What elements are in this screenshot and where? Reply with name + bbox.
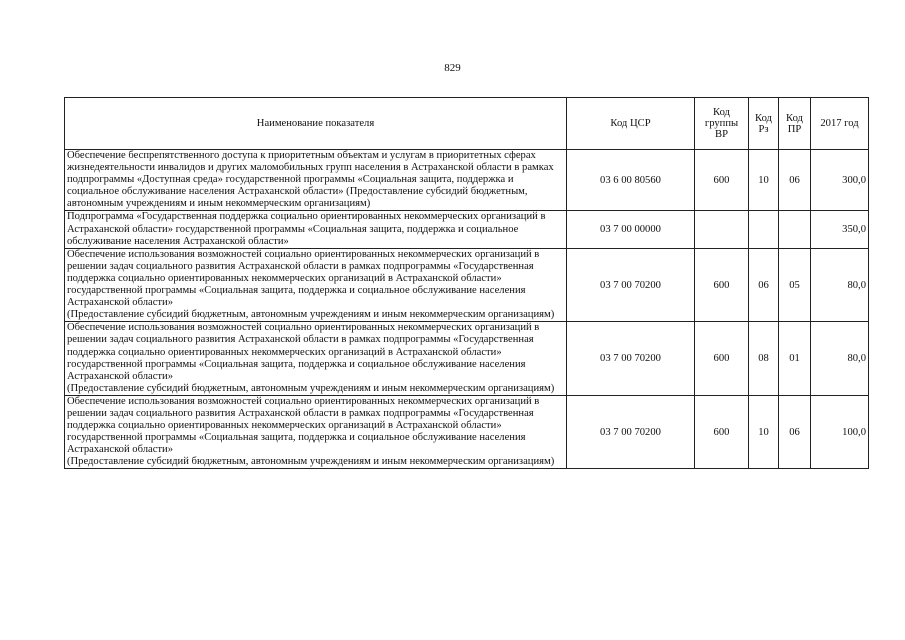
header-vr-line-1: Код — [713, 107, 730, 118]
row-name: Обеспечение использования возможностей социально ориентированных некоммерческих организаций в решении задач социального развития Астраханской области в рамках подпрограммы «Государственная поддержка социально ориентированных некоммерческих организаций в Астраханской области» государственной программы «Социальная защита, поддержка и социальное обслуживание населения Астраханской области» — [67, 395, 540, 456]
row-vr: 600 — [695, 150, 749, 211]
header-pr-line-1: Код — [786, 112, 803, 124]
row-rz: 06 — [749, 248, 779, 322]
header-vr-line-3: ВР — [715, 129, 728, 140]
table-row — [65, 322, 869, 396]
row-amount: 350,0 — [811, 211, 869, 248]
table-row — [65, 395, 869, 469]
row-note: (Предоставление субсидий бюджетным, автономным учреждениям и иным некоммерческим организациям) — [67, 309, 555, 321]
header-pr — [779, 98, 811, 150]
row-csr: 03 7 00 70200 — [567, 395, 695, 469]
table-row — [65, 211, 869, 248]
row-vr — [695, 211, 749, 248]
header-vr-line-2: группы — [704, 118, 739, 129]
row-name: Обеспечение использования возможностей социально ориентированных некоммерческих организаций в решении задач социального развития Астраханской области в рамках подпрограммы «Государственная поддержка социально ориентированных некоммерческих организаций в Астраханской области» государственной программы «Социальная защита, поддержка и социальное обслуживание населения Астраханской области» — [67, 322, 540, 382]
row-note: (Предоставление субсидий бюджетным, автономным учреждениям и иным некоммерческим организациям) — [67, 456, 555, 468]
budget-table — [64, 97, 869, 469]
row-csr: 03 7 00 00000 — [567, 211, 695, 248]
row-name: Обеспечение использования возможностей социально ориентированных некоммерческих организаций в решении задач социального развития Астраханской области в рамках подпрограммы «Государственная поддержка социально ориентированных некоммерческих организаций в Астраханской области» государственной программы «Социальная защита, поддержка и социальное обслуживание населения Астраханской области» — [67, 248, 540, 309]
row-vr: 600 — [695, 395, 749, 469]
row-pr: 06 — [779, 395, 811, 469]
row-name-cell — [65, 248, 567, 322]
row-rz: 10 — [749, 395, 779, 469]
header-rz — [749, 98, 779, 150]
header-name: Наименование показателя — [65, 98, 567, 150]
page-number: 829 — [444, 62, 461, 74]
row-amount: 80,0 — [811, 248, 869, 322]
row-amount: 300,0 — [811, 150, 869, 211]
row-name-cell — [65, 395, 567, 469]
row-rz: 08 — [749, 322, 779, 396]
row-pr: 05 — [779, 248, 811, 322]
row-csr: 03 7 00 70200 — [567, 248, 695, 322]
row-rz: 10 — [749, 150, 779, 211]
row-pr: 06 — [779, 150, 811, 211]
header-rz-line-1: Код — [755, 112, 772, 124]
row-amount: 80,0 — [811, 322, 869, 396]
row-name-cell — [65, 322, 567, 396]
row-rz — [749, 211, 779, 248]
row-name: Подпрограмма «Государственная поддержка социально ориентированных некоммерческих организаций в Астраханской области» государственной программы «Социальная защита, поддержка и социальное обслуживание населения Астраханской области» — [65, 211, 567, 248]
row-pr: 01 — [779, 322, 811, 396]
row-name: Обеспечение беспрепятственного доступа к приоритетным объектам и услугам в приоритетных сферах жизнедеятельности инвалидов и других маломобильных групп населения в Астраханской области в рамках подпрограммы «Доступная среда» государственной программы «Социальная защита, поддержка и социальное обслуживание населения Астраханской области» (Предоставление субсидий бюджетным, автономным учреждениям и иным некоммерческим организациям) — [65, 150, 567, 211]
row-amount: 100,0 — [811, 395, 869, 469]
header-vr — [695, 98, 749, 150]
row-vr: 600 — [695, 248, 749, 322]
row-note: (Предоставление субсидий бюджетным, автономным учреждениям и иным некоммерческим организациям) — [67, 382, 555, 394]
header-rz-line-2: Рз — [758, 123, 769, 135]
header-year: 2017 год — [811, 98, 869, 150]
table-header-row — [65, 98, 869, 150]
table-row — [65, 150, 869, 211]
table-row — [65, 248, 869, 322]
row-vr: 600 — [695, 322, 749, 396]
row-csr: 03 7 00 70200 — [567, 322, 695, 396]
row-csr: 03 6 00 80560 — [567, 150, 695, 211]
row-pr — [779, 211, 811, 248]
header-pr-line-2: ПР — [787, 123, 802, 135]
header-csr: Код ЦСР — [567, 98, 695, 150]
